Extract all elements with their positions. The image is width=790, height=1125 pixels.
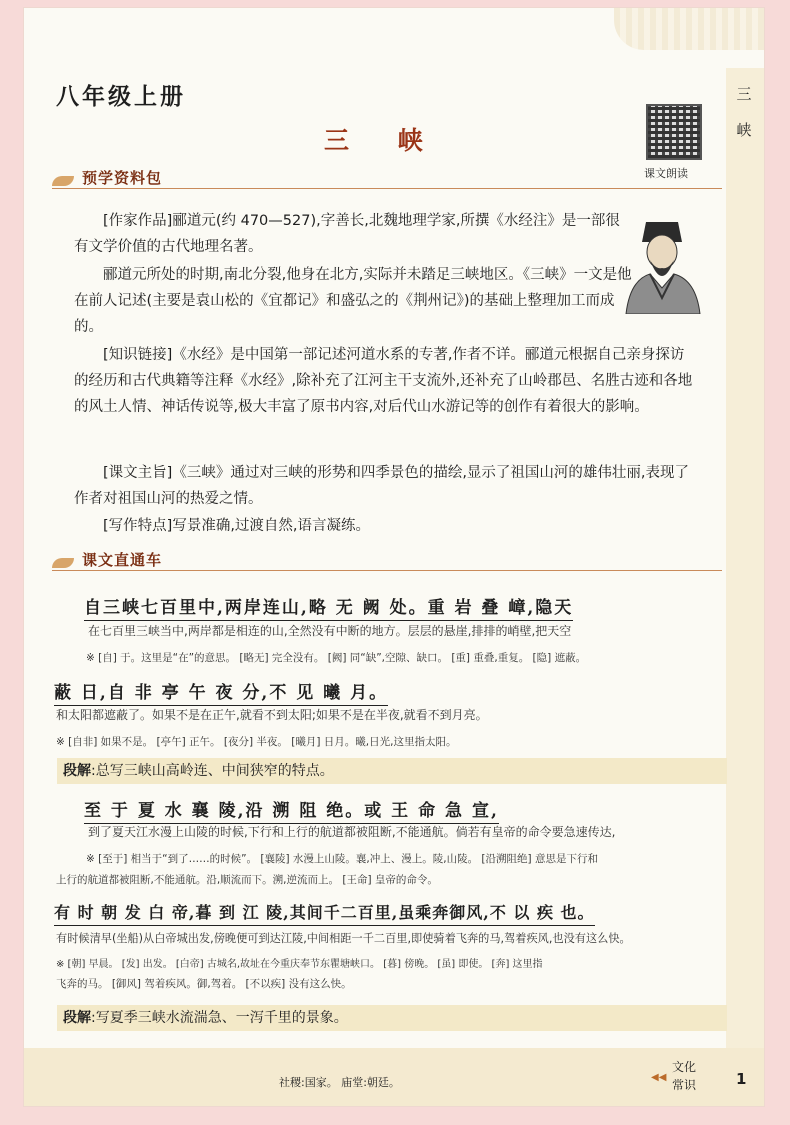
notes-3a: ※ [至于] 相当于“到了……的时候”。 [襄陵] 水漫上山陵。襄,冲上、漫上。陵,山陵。 [沿溯阻绝] 意思是下行和 xyxy=(86,853,598,865)
footer-gloss: 社稷:国家。 庙堂:朝廷。 xyxy=(279,1076,400,1089)
translation-line-1: 在七百里三峡当中,两岸都是相连的山,全然没有中断的地方。层层的悬崖,排排的峭壁,把天空 xyxy=(88,624,572,638)
translation-line-2: 和太阳都遮蔽了。如果不是在正午,就看不到太阳;如果不是在半夜,就看不到月亮。 xyxy=(56,708,488,722)
section-header-prestudy: 预学资料包 xyxy=(52,166,722,189)
original-line-4: 有 时 朝 发 白 帝,暮 到 江 陵,其间千二百里,虽乘奔御风,不 以 疾 也。 xyxy=(54,900,595,926)
paragraph-theme: [课文主旨]《三峡》通过对三峡的形势和四季景色的描绘,显示了祖国山河的雄伟壮丽,表现了作者对祖国山河的热爱之情。 xyxy=(74,465,690,507)
notes-1: ※ [自] 于。这里是“在”的意思。 [略无] 完全没有。 [阙] 同“缺”,空隙、缺口。 [重] 重叠,重复。 [隐] 遮蔽。 xyxy=(86,652,587,664)
paragraph-author: [作家作品]郦道元(约 470—527),字善长,北魏地理学家,所撰《水经注》是一部很有文学价值的古代地理名著。 xyxy=(74,213,620,255)
leaf-icon xyxy=(52,176,74,186)
paragraph-knowledge: [知识链接]《水经》是中国第一部记述河道水系的专著,作者不详。郦道元根据自己亲身探访的经历和古代典籍等注释《水经》,除补充了江河主干支流外,还补充了山岭郡邑、名胜古迹和各地的风土人情、神话传说等,极大丰富了原书内容,对后代山水游记等的创作有着很大的影响。 xyxy=(74,347,693,415)
translation-line-3: 到了夏天江水漫上山陵的时候,下行和上行的航道都被阻断,不能通航。倘若有皇帝的命令要急速传达, xyxy=(88,825,616,839)
notes-4a: ※ [朝] 早晨。 [发] 出发。 [白帝] 古城名,故址在今重庆奉节东瞿塘峡口。 [暮] 傍晚。 [虽] 即使。 [奔] 这里指 xyxy=(56,959,543,970)
qr-caption: 课文朗读 xyxy=(644,167,688,180)
textbook-page xyxy=(24,8,764,1106)
paragraph-summary-2: 段解:写夏季三峡水流湍急、一泻千里的景象。 xyxy=(57,1005,727,1031)
qr-code[interactable] xyxy=(646,104,702,160)
side-title: 三峡 xyxy=(736,85,752,139)
original-line-1: 自三峡七百里中,两岸连山,略 无 阙 处。重 岩 叠 嶂,隐天 xyxy=(84,593,573,621)
corner-decoration xyxy=(614,8,764,50)
lesson-title: 三 峡 xyxy=(324,126,443,155)
culture-label: 文化常识 xyxy=(672,1060,697,1092)
original-line-2: 蔽 日,自 非 亭 午 夜 分,不 见 曦 月。 xyxy=(54,678,388,706)
page-number: 1 xyxy=(736,1070,747,1088)
notes-4b: 飞奔的马。 [御风] 驾着疾风。御,驾着。 [不以疾] 没有这么快。 xyxy=(56,978,352,990)
grade-heading: 八年级上册 xyxy=(56,84,186,110)
original-line-3: 至 于 夏 水 襄 陵,沿 溯 阻 绝。或 王 命 急 宣, xyxy=(84,796,499,824)
paragraph-summary-1: 段解:总写三峡山高岭连、中间狭窄的特点。 xyxy=(57,758,727,784)
section-header-text: 课文直通车 xyxy=(52,548,722,571)
leaf-icon xyxy=(52,558,74,568)
double-arrow-left-icon: ◀◀ xyxy=(651,1072,667,1083)
side-strip xyxy=(726,68,764,1106)
translation-line-4: 有时候清早(坐船)从白帝城出发,傍晚便可到达江陵,中间相距一千二百里,即使骑着飞奔的马,驾着疾风,也没有这么快。 xyxy=(56,932,631,945)
paragraph-features: [写作特点]写景准确,过渡自然,语言凝练。 xyxy=(103,518,371,534)
notes-2: ※ [自非] 如果不是。 [亭午] 正午。 [夜分] 半夜。 [曦月] 日月。曦,日光,这里指太阳。 xyxy=(56,736,457,748)
paragraph-background: 郦道元所处的时期,南北分裂,他身在北方,实际并未踏足三峡地区。《三峡》一文是他在前人记述(主要是袁山松的《宜都记》和盛弘之的《荆州记》)的基础上整理加工而成的。 xyxy=(74,267,632,335)
notes-3b: 上行的航道都被阻断,不能通航。沿,顺流而下。溯,逆流而上。 [王命] 皇帝的命令。 xyxy=(56,874,438,886)
